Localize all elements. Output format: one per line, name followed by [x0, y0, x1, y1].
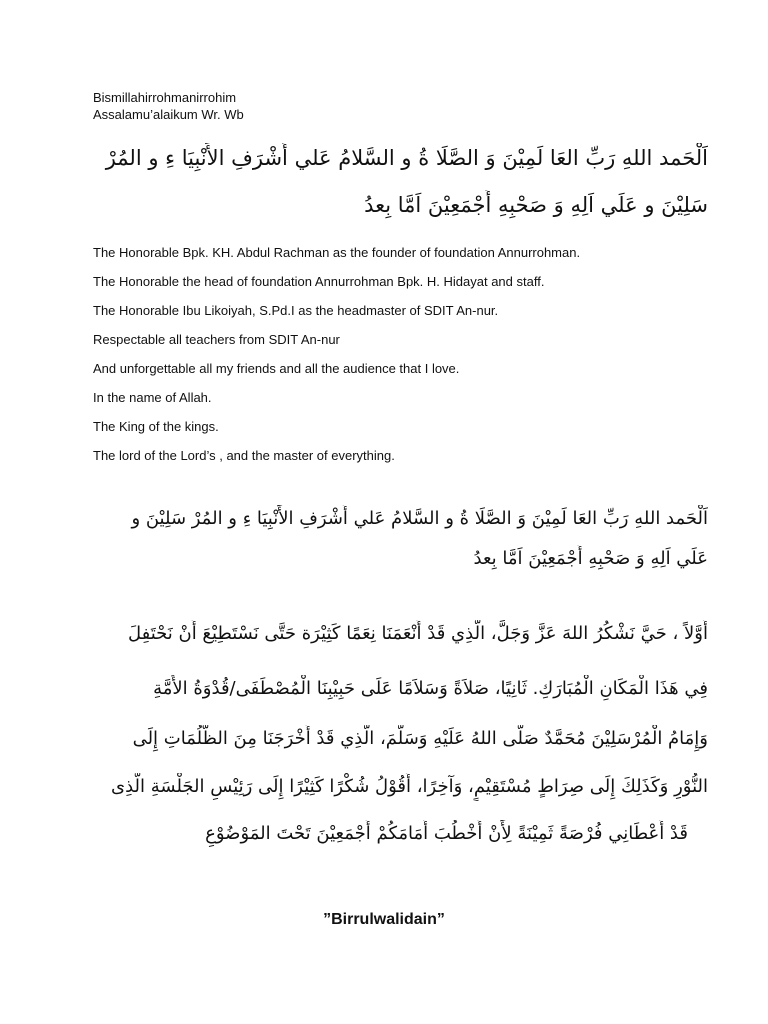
acknowledgement-line: The Honorable Bpk. KH. Abdul Rachman as the founder of foundation Annurrohman.: [93, 245, 581, 260]
acknowledgement-line: The Honorable Ibu Likoiyah, S.Pd.I as the headmaster of SDIT An-nur.: [93, 303, 499, 318]
body-arabic-line: قَدْ أَعْطَانِي فُرْصَةً ثَمِيْنَةً لِأَنْ أَخْطُبَ أَمَامَكُمْ أَجْمَعِيْنَ تَحْتَ المَوْضُوْعِ: [205, 823, 688, 844]
speech-title: ”Birrulwalidain”: [323, 911, 445, 928]
acknowledgement-line: And unforgettable all my friends and all the audience that I love.: [93, 361, 460, 376]
acknowledgement-line: In the name of Allah.: [93, 390, 212, 405]
body-arabic-line: أَوَّلاً ، حَيَّ نَشْكُرُ اللهَ عَزَّ وَجَلَّ، الَّذِي قَدْ أَنْعَمَنَا نِعَمًا كَثِيْرَة حَتَّى نَسْتَطِيْعَ أَنْ نَحْتَفِلَ: [127, 623, 708, 644]
acknowledgement-line: Respectable all teachers from SDIT An-nur: [93, 332, 340, 347]
opening-arabic-1-line-1: اَلْحَمد اللهِ رَبِّ العَا لَمِيْنَ وَ الصَّلَا ةُ و السَّلامُ عَلي أَشْرَفِ الأَنْبِيَا ءِ و المُرْ: [105, 146, 708, 170]
acknowledgement-line: The Honorable the head of foundation Annurrohman Bpk. H. Hidayat and staff.: [93, 274, 545, 289]
greeting-salam: Assalamu’alaikum Wr. Wb: [93, 107, 244, 122]
opening-arabic-2-line-2: عَلَي اَلِهِ وَ صَحْبِهِ أَجْمَعِيْنَ اَمَّا بِعدُ: [473, 548, 708, 569]
body-arabic-line: النُّوْرِ وَكَذَلِكَ إِلَى صِرَاطٍ مُسْتَقِيْمٍ، وَآخِرًا، أَقُوْلُ شُكْرًا كَثِيْرًا إِلَى رَئِيْسِ الجَلْسَةِ الَّذِى: [111, 776, 708, 797]
opening-arabic-1-line-2: سَلِيْنَ و عَلَي اَلِهِ وَ صَحْبِهِ أَجْمَعِيْنَ اَمَّا بِعدُ: [364, 193, 708, 217]
acknowledgement-line: The lord of the Lord’s , and the master of everything.: [93, 448, 395, 463]
acknowledgement-line: The King of the kings.: [93, 419, 219, 434]
greeting-bismillah: Bismillahirrohmanirrohim: [93, 90, 237, 105]
opening-arabic-2-line-1: اَلْحَمد اللهِ رَبِّ العَا لَمِيْنَ وَ الصَّلَا ةُ و السَّلامُ عَلي أَشْرَفِ الأَنْبِيَا ءِ و المُرْ سَلِيْنَ و: [131, 508, 708, 529]
body-arabic-line: وَإِمَامُ الْمُرْسَلِيْنَ مُحَمَّدٌ صَلَّى اللهُ عَلَيْهِ وَسَلَّمَ، الَّذِي قَدْ أَخْرَجَنَا مِنَ الظُّلُمَاتِ إِلَى: [132, 728, 708, 749]
body-arabic-line: فِي هَذَا الْمَكَانِ الْمُبَارَكِ. ثَانِيًا، صَلاَةً وَسَلاَمًا عَلَى حَبِيْبِنَا الْمُصْطَفَى/قُدْوَةُ الأُمَّةِ: [153, 678, 708, 699]
